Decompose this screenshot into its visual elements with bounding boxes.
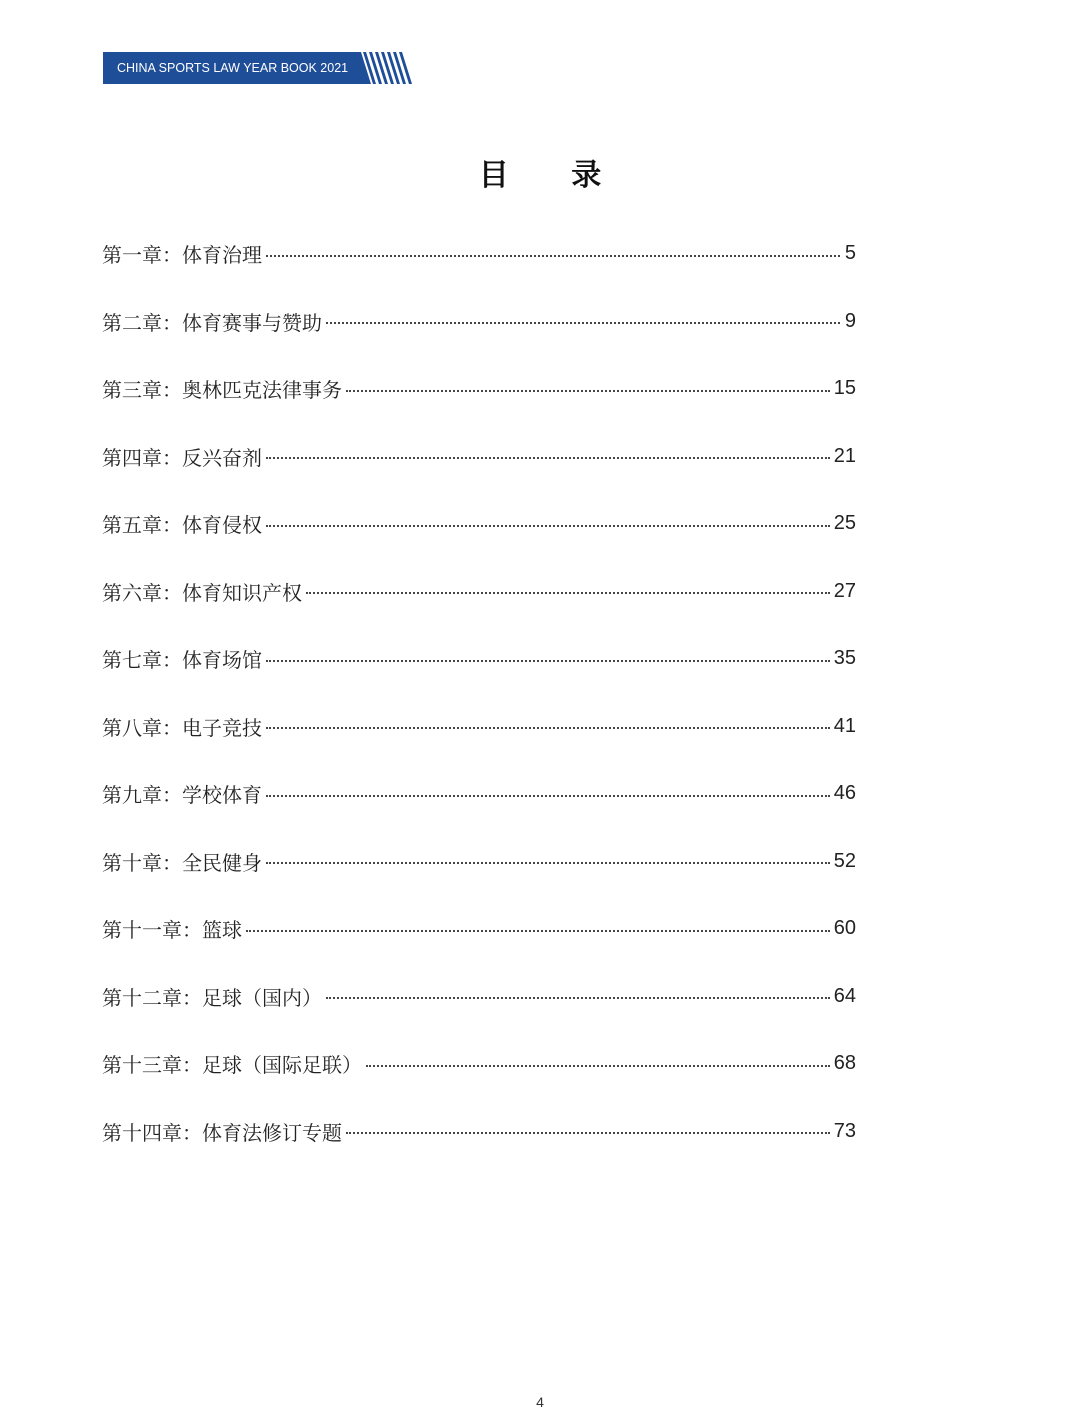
toc-dot-leader	[366, 1065, 830, 1067]
toc-dot-leader	[266, 660, 830, 662]
toc-item[interactable]	[102, 625, 856, 693]
toc-item[interactable]	[102, 490, 856, 558]
toc-dot-leader	[326, 997, 830, 999]
toc-item-label: 第四章：反兴奋剂	[102, 445, 262, 470]
toc-item-page: 64	[833, 984, 856, 1007]
toc-item-page: 21	[833, 444, 856, 467]
toc-item[interactable]	[102, 1098, 856, 1166]
toc-dot-leader	[266, 525, 830, 527]
toc-item-page: 25	[833, 512, 856, 535]
toc-item-label: 第八章：电子竞技	[102, 715, 262, 740]
toc-dot-leader	[266, 795, 830, 797]
toc-item-label: 第九章：学校体育	[102, 783, 262, 808]
toc-item-page: 27	[833, 579, 856, 602]
toc-item[interactable]	[102, 895, 856, 963]
toc-item-label: 第二章：体育赛事与赞助	[102, 310, 322, 335]
footer-page-number: 4	[536, 1394, 544, 1410]
table-of-contents	[102, 220, 856, 1165]
page-title: 目 录	[478, 158, 628, 193]
toc-item-page: 15	[833, 377, 856, 400]
toc-item-label: 第十三章：足球（国际足联）	[102, 1053, 362, 1078]
toc-item-label: 第十四章：体育法修订专题	[102, 1120, 342, 1145]
toc-item[interactable]	[102, 423, 856, 491]
toc-dot-leader	[346, 390, 830, 392]
toc-item[interactable]	[102, 828, 856, 896]
toc-dot-leader	[266, 727, 830, 729]
toc-dot-leader	[346, 1132, 830, 1134]
toc-item[interactable]	[102, 355, 856, 423]
toc-dot-leader	[306, 592, 830, 594]
toc-item-label: 第十章：全民健身	[102, 850, 262, 875]
toc-item-page: 52	[833, 849, 856, 872]
toc-dot-leader	[246, 930, 830, 932]
toc-item[interactable]	[102, 288, 856, 356]
toc-item-page: 68	[833, 1052, 856, 1075]
toc-item-page: 41	[833, 714, 856, 737]
toc-item[interactable]	[102, 220, 856, 288]
toc-dot-leader	[266, 457, 830, 459]
toc-item-label: 第三章：奥林匹克法律事务	[102, 378, 342, 403]
toc-item-page: 5	[844, 242, 856, 265]
toc-item-label: 第十二章：足球（国内）	[102, 985, 322, 1010]
toc-item-page: 46	[833, 782, 856, 805]
toc-item-label: 第六章：体育知识产权	[102, 580, 302, 605]
toc-item-label: 第十一章：篮球	[102, 918, 242, 943]
toc-item[interactable]	[102, 963, 856, 1031]
toc-item-label: 第一章：体育治理	[102, 243, 262, 268]
toc-item[interactable]	[102, 760, 856, 828]
toc-dot-leader	[326, 322, 840, 324]
toc-item[interactable]	[102, 1030, 856, 1098]
toc-item-page: 73	[833, 1119, 856, 1142]
toc-item-label: 第五章：体育侵权	[102, 513, 262, 538]
toc-dot-leader	[266, 255, 840, 257]
header-stripes-decoration	[352, 52, 416, 84]
header-banner	[103, 52, 361, 84]
toc-item[interactable]	[102, 558, 856, 626]
toc-item-label: 第七章：体育场馆	[102, 648, 262, 673]
toc-dot-leader	[266, 862, 830, 864]
toc-item-page: 9	[844, 309, 856, 332]
toc-item-page: 35	[833, 647, 856, 670]
toc-item[interactable]	[102, 693, 856, 761]
toc-item-page: 60	[833, 917, 856, 940]
header-banner-text: CHINA SPORTS LAW YEAR BOOK 2021	[117, 61, 349, 75]
